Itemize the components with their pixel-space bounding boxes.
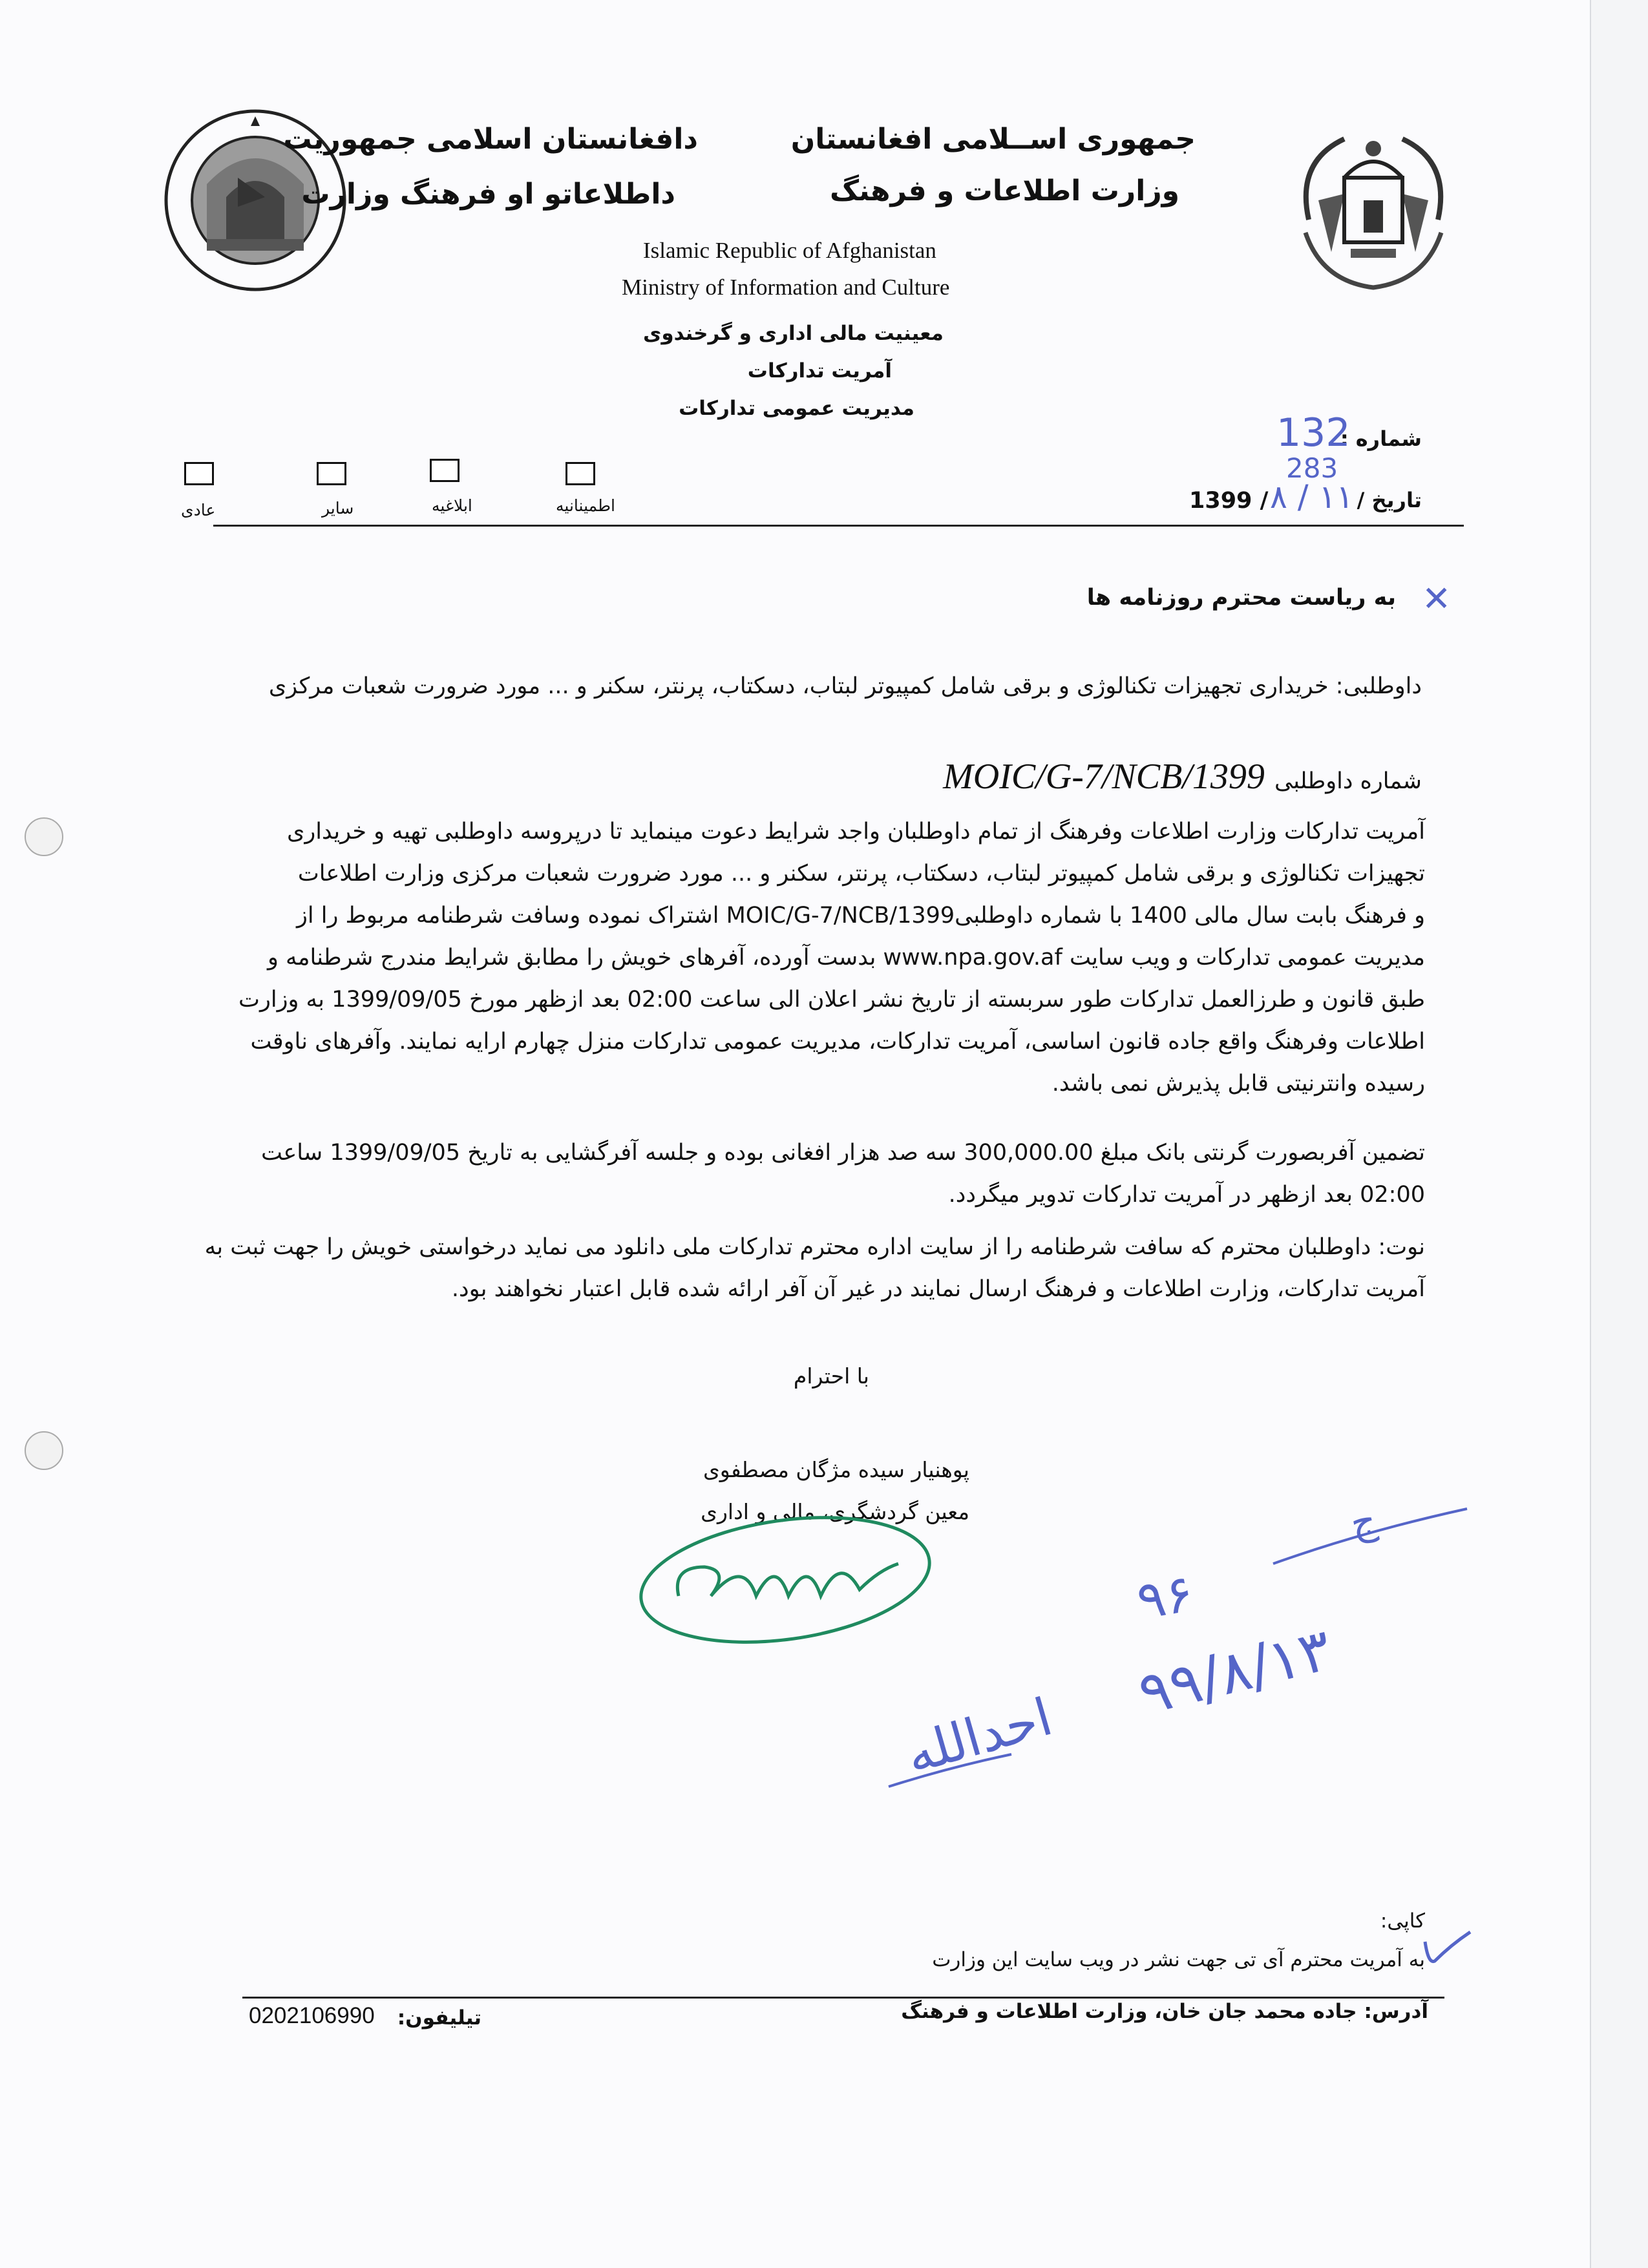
checkbox-notice-label: ابلاغیه xyxy=(432,496,472,515)
copy-item: به آمریت محترم آی تی جهت نشر در ویب سایت این وزارت xyxy=(932,1948,1425,1971)
copy-check-icon xyxy=(1422,1929,1474,1968)
copy-label: کاپی: xyxy=(1380,1909,1425,1933)
subject: داوطلبی: خریداری تجهیزات تکنالوژی و برقی شامل کمپیوتر لبتاب، دسکتاب، پرنتر، سکنر و ... مورد ضرورت شعبات مرکزی xyxy=(268,673,1422,699)
reference-number-handwritten: 132 xyxy=(1276,410,1351,456)
reference-number-handwritten-2: 283 xyxy=(1286,452,1338,484)
note xyxy=(204,1226,1425,1310)
paragraph-1-line: مدیریت عمومی تدارکات و ویب سایت www.npa.gov.af بدست آورده، آفرهای خویش را مطابق شرایط مندرج شرطنامه و xyxy=(268,945,1425,971)
tender-number: MOIC/G-7/NCB/1399 xyxy=(943,757,1265,797)
checkbox-assurance[interactable] xyxy=(565,462,595,485)
checkbox-other[interactable] xyxy=(317,462,346,485)
paragraph-2-line: تضمین آفربصورت گرنتی بانک مبلغ 300,000.00 سه صد هزار افغانی بوده و جلسه آفرگشایی به تاریخ 1399/09/05 ساعت xyxy=(260,1140,1425,1166)
department-line3: مدیریت عمومی تدارکات xyxy=(679,397,914,420)
handwritten-stroke xyxy=(1267,1506,1474,1570)
paragraph-1-line: رسیده وانترنیتی قابل پذیرش نمی باشد. xyxy=(1051,1071,1425,1097)
punch-hole-top xyxy=(25,817,63,856)
paragraph-1-line: و فرهنگ بابت سال مالی 1400 با شماره داوطلبیMOIC/G-7/NCB/1399 اشتراک نموده وسافت شرطنامه مربوط را از xyxy=(297,903,1425,929)
checkbox-notice[interactable] xyxy=(430,459,460,482)
signer-name: پوهنیار سیده مژگان مصطفوی xyxy=(703,1457,969,1482)
paragraph-1-line: طبق قانون و طرزالعمل تدارکات طور سربسته از تاریخ نشر اعلان الی ساعت 02:00 بعد ازظهر مورخ 1399/09/05 به وزارت xyxy=(238,987,1425,1013)
punch-hole-bottom xyxy=(25,1431,63,1470)
header-english-line1: Islamic Republic of Afghanistan xyxy=(643,238,936,263)
tender-label: شماره داوطلبی xyxy=(1274,768,1422,794)
department-line2: آمریت تدارکات xyxy=(747,359,892,383)
footer-divider xyxy=(242,1997,1444,1999)
handwritten-line2: ۹۹/۸/۱۳ xyxy=(1132,1615,1338,1729)
checkbox-assurance-label: اطمینانیه xyxy=(556,496,615,515)
checkbox-normal-label: عادی xyxy=(181,501,216,520)
checkbox-other-label: سایر xyxy=(322,499,354,518)
handwritten-underline xyxy=(885,1751,1015,1790)
header-right-line1: جمهوری اســلامی افغانستان xyxy=(790,123,1196,156)
footer-phone: 0202106990 xyxy=(249,2003,375,2028)
paragraph-1 xyxy=(229,811,1425,1105)
handwritten-line1: ۹۶ xyxy=(1132,1562,1198,1632)
addressee-check-mark: ✕ xyxy=(1422,578,1452,619)
national-emblem-icon xyxy=(1283,123,1464,297)
footer-phone-label: تیلیفون: xyxy=(397,2006,481,2030)
handwritten-line3: احدالله xyxy=(899,1686,1059,1785)
paragraph-2 xyxy=(229,1132,1425,1216)
closing: با احترام xyxy=(793,1363,869,1389)
note-line: آمریت تدارکات، وزارت اطلاعات و فرهنگ ارسال نمایند در غیر آن آفر ارائه شده قابل اعتبار نخواهند بود. xyxy=(451,1276,1425,1302)
date-label: تاریخ / xyxy=(1357,488,1422,512)
tender-line xyxy=(840,756,1422,797)
date-year: 1399 / xyxy=(1189,488,1269,514)
addressee: به ریاست محترم روزنامه ها xyxy=(1086,585,1396,611)
header-right-line2: وزارت اطلاعات و فرهنگ xyxy=(829,174,1179,207)
signature-icon xyxy=(633,1506,944,1654)
paragraph-1-line: تجهیزات تکنالوژی و برقی شامل کمپیوتر لبتاب، دسکتاب، پرنتر، سکنر و ... مورد ضرورت شعبات مرکزی وزارت اطلاعات xyxy=(297,861,1425,887)
paragraph-1-line: اطلاعات وفرهنگ واقع جاده قانون اساسی، آمریت تدارکات، مدیریت عمومی تدارکات منزل چهارم ارایه نمایند. وآفرهای ناوقت xyxy=(250,1029,1425,1055)
checkbox-normal[interactable] xyxy=(184,462,214,485)
date-handwritten: ۸ / ۱۱ xyxy=(1270,478,1354,516)
paragraph-2-line: 02:00 بعد ازظهر در آمریت تدارکات تدویر میگردد. xyxy=(948,1182,1425,1208)
reference-number-label: شماره : xyxy=(1340,426,1422,451)
header-english-line2: Ministry of Information and Culture xyxy=(622,275,950,300)
note-line: نوت: داوطلبان محترم که سافت شرطنامه را از سایت اداره محترم تدارکات ملی دانلود می نماید درخواستی خویش را جهت ثبت به xyxy=(204,1234,1425,1260)
department-line1: معینیت مالی اداری و گرخندوی xyxy=(642,322,944,345)
paragraph-1-line: آمریت تدارکات وزارت اطلاعات وفرهنگ از تمام داوطلبان واجد شرایط دعوت مینماید تا درپروسه داوطلبی تهیه و خریداری xyxy=(286,819,1425,845)
signer-title: معین گردشگری، مالی و اداری xyxy=(701,1499,969,1524)
header-left-line2: داطلاعاتو او فرهنگ وزارت xyxy=(301,178,675,211)
header-left-line1: دافغانستان اسلامی جمهوریت xyxy=(283,123,698,156)
footer-address: آدرس: جاده محمد جان خان، وزارت اطلاعات و فرهنگ xyxy=(901,2000,1428,2023)
header-divider xyxy=(213,525,1464,527)
handwritten-mark: ج xyxy=(1346,1496,1380,1547)
